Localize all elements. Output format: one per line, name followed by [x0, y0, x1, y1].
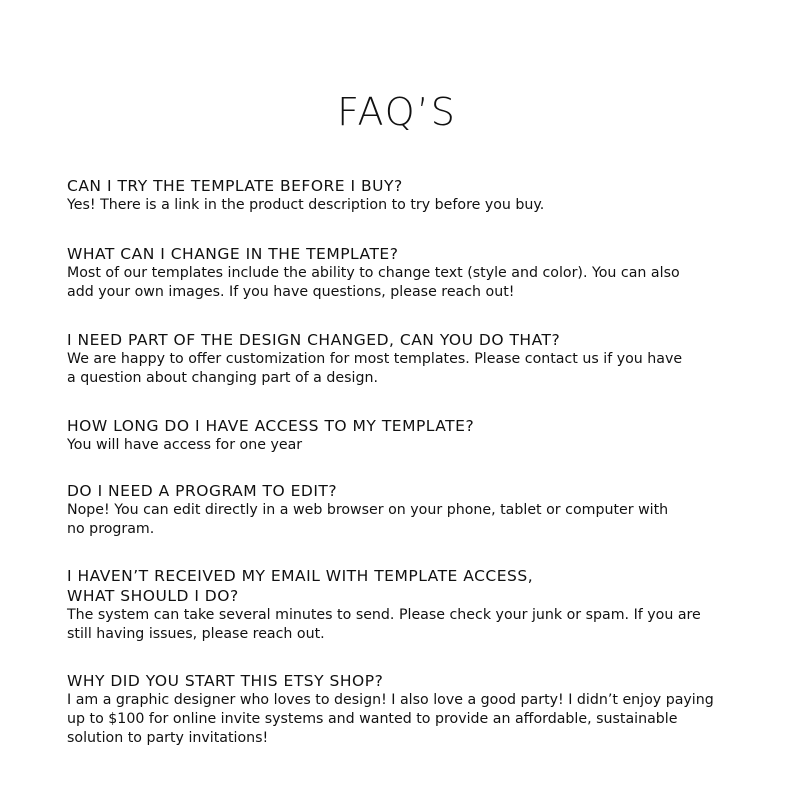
- answer-line: I am a graphic designer who loves to design! I also love a good party! I didn’t enjoy paying: [67, 692, 714, 708]
- answer-line: Nope! You can edit directly in a web browser on your phone, tablet or computer with: [67, 502, 669, 518]
- question-line: I HAVEN’T RECEIVED MY EMAIL WITH TEMPLATE ACCESS,: [67, 567, 534, 585]
- faq-item: [67, 671, 737, 748]
- faq-question: CAN I TRY THE TEMPLATE BEFORE I BUY?: [67, 177, 403, 195]
- faq-answer: [67, 264, 737, 302]
- faq-question: [67, 566, 737, 606]
- answer-line: Most of our templates include the ability to change text (style and color). You can also: [67, 265, 680, 281]
- answer-line: no program.: [67, 521, 155, 537]
- question-line: WHAT SHOULD I DO?: [67, 587, 239, 605]
- answer-line: still having issues, please reach out.: [67, 626, 325, 642]
- faq-question: WHAT CAN I CHANGE IN THE TEMPLATE?: [67, 245, 399, 263]
- faq-answer: [67, 691, 737, 748]
- faq-list: [67, 176, 737, 748]
- answer-line: add your own images. If you have questions, please reach out!: [67, 284, 515, 300]
- answer-line: a question about changing part of a design.: [67, 370, 378, 386]
- answer-line: You will have access for one year: [67, 437, 303, 453]
- answer-line: solution to party invitations!: [67, 730, 269, 746]
- faq-item: [67, 566, 737, 644]
- faq-question: I NEED PART OF THE DESIGN CHANGED, CAN YOU DO THAT?: [67, 331, 561, 349]
- faq-answer: [67, 501, 737, 539]
- faq-answer: [67, 606, 737, 644]
- faq-question: HOW LONG DO I HAVE ACCESS TO MY TEMPLATE?: [67, 417, 475, 435]
- faq-answer: [67, 350, 737, 388]
- faq-item: [67, 330, 737, 388]
- faq-answer: [67, 196, 737, 215]
- faq-item: [67, 416, 737, 455]
- faq-question: WHY DID YOU START THIS ETSY SHOP?: [67, 672, 384, 690]
- page-title: FAQ’S: [337, 90, 457, 134]
- answer-line: up to $100 for online invite systems and wanted to provide an affordable, sustainable: [67, 711, 678, 727]
- faq-question: DO I NEED A PROGRAM TO EDIT?: [67, 482, 338, 500]
- answer-line: We are happy to offer customization for most templates. Please contact us if you have: [67, 351, 683, 367]
- faq-answer: [67, 436, 737, 455]
- faq-item: [67, 481, 737, 539]
- faq-item: [67, 176, 737, 215]
- faq-item: [67, 244, 737, 302]
- answer-line: The system can take several minutes to send. Please check your junk or spam. If you are: [67, 607, 701, 623]
- answer-line: Yes! There is a link in the product description to try before you buy.: [67, 197, 545, 213]
